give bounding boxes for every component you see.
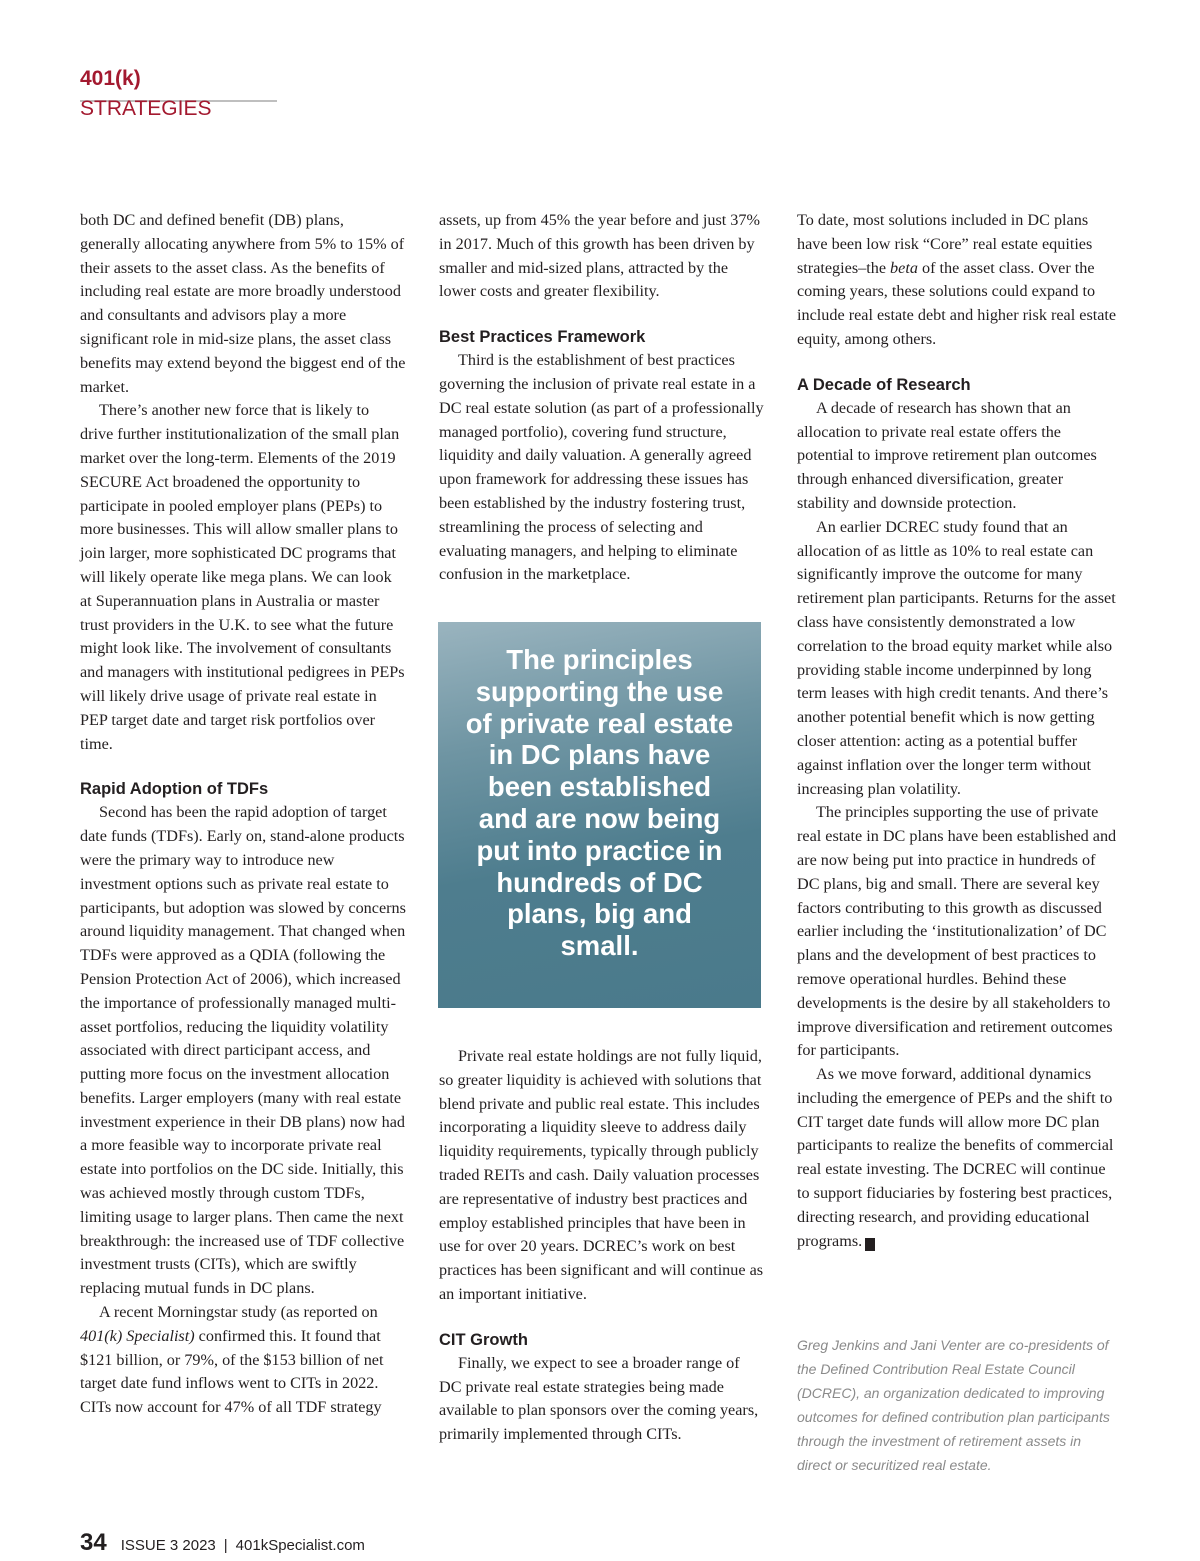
pull-quote-text: The principles supporting the use of private real estate in DC plans have been established and are now being put into practice in hundreds of DC plans, big and small.: [465, 644, 734, 962]
subheading-best-practices: Best Practices Framework: [439, 328, 646, 347]
subheading-rapid-adoption: Rapid Adoption of TDFs: [80, 780, 269, 799]
paragraph: As we move forward, additional dynamics including the emergence of PEPs and the shift to CIT target date funds will allow more DC plan participants to realize the benefits of commercial real estate investing. The DCREC will continue to support fiduciaries by fostering best practices, directing research, and providing educational programs. K: [797, 1065, 1114, 1250]
website-link: 401kSpecialist.com: [235, 1537, 365, 1554]
section-header: [80, 64, 277, 120]
paragraph: To date, most solutions included in DC plans have been low risk “Core” real estate equities strategies–the beta of the asset class. Over the coming years, these solutions could expand to include real estate debt and higher risk real estate equity, among others.: [797, 211, 1117, 348]
section-header-bold: 401(k): [80, 67, 141, 90]
author-bio: Greg Jenkins and Jani Venter are co-presidents of the Defined Contribution Real Estate Council (DCREC), an organization dedicated to improving outcomes for defined contribution plan participants through the investment of retirement assets in direct or securitized real estate.: [797, 1337, 1110, 1473]
paragraph: Finally, we expect to see a broader range of DC private real estate strategies being made available to plan sponsors over the coming years, primarily implemented through CITs.: [439, 1353, 759, 1444]
page-number: 34: [80, 1529, 107, 1556]
paragraph: The principles supporting the use of private real estate in DC plans have been established and are now being put into practice in hundreds of DC plans, big and small. There are several key factors contributing to this growth as discussed earlier including the ‘institutionalization’ of DC plans and the development of best practices to remove operational hurdles. Behind these developments is the desire by all stakeholders to improve diversification and retirement outcomes for participants.: [797, 803, 1117, 1060]
paragraph: Third is the establishment of best practices governing the inclusion of private real estate in a DC real estate solution (as part of a professionally managed portfolio), covering fund structure, liquidity and daily valuation. A generally agreed upon framework for addressing these issues has been established by the industry fostering trust, streamlining the process of selecting and evaluating managers, and helping to eliminate confusion in the marketplace.: [439, 351, 764, 584]
paragraph: A decade of research has shown that an allocation to private real estate offers the potential to improve retirement plan outcomes through enhanced diversification, greater stability and downside protection.: [797, 398, 1097, 512]
column-1: [80, 209, 406, 1420]
section-header-label: STRATEGIES: [80, 97, 212, 120]
emphasis-beta: beta: [890, 258, 918, 277]
publication-name: 401(k) Specialist): [80, 1326, 195, 1345]
footer-separator: |: [223, 1537, 228, 1554]
pull-quote: [438, 622, 761, 1008]
paragraph: Private real estate holdings are not fully liquid, so greater liquidity is achieved with solutions that blend private and public real estate. This includes incorporating a liquidity sleeve to address daily liquidity requirements, typically through publicly traded REITs and cash. Daily valuation processes are representative of industry best practices and employ established principles that have been in use for over 20 years. DCREC’s work on best practices has been significant and will continue as an important initiative.: [439, 1047, 764, 1303]
page-footer: [80, 1528, 365, 1558]
end-of-article-icon: K: [865, 1238, 875, 1251]
column-3: [797, 209, 1119, 1253]
paragraph: An earlier DCREC study found that an allocation of as little as 10% to real estate can significantly improve the outcome for many retirement plan participants. Returns for the asset class have consistently demonstrated a low correlation to the broad equity market while also providing stable income underpinned by long term leases with high credit tenants. And there’s another potential benefit which is now getting closer attention: acting as a potential buffer against inflation over the longer term without increasing plan volatility.: [797, 517, 1116, 798]
subheading-cit-growth: CIT Growth: [439, 1330, 528, 1349]
subheading-decade-research: A Decade of Research: [797, 375, 971, 394]
column-2-top: [439, 209, 765, 587]
paragraph: assets, up from 45% the year before and just 37% in 2017. Much of this growth has been driven by smaller and mid-sized plans, attracted by the lower costs and greater flexibility.: [439, 211, 760, 301]
paragraph: Second has been the rapid adoption of target date funds (TDFs). Early on, stand-alone products were the primary way to introduce new investment options such as private real estate to participants, but adoption was slowed by concerns around liquidity management. That changed when TDFs were approved as a QDIA (following the Pension Protection Act of 2006), which increased the importance of professionally managed multi-asset portfolios, reducing the liquidity volatility associated with direct participant access, and putting more focus on the investment allocation benefits. Larger employers (many with real estate investment experience in their DB plans) now had a more feasible way to incorporate private real estate into portfolios on the DC side. Initially, this was achieved mostly through custom TDFs, limiting usage to larger plans. Then came the next breakthrough: the increased use of TDF collective investment trusts (CITs), which are swiftly replacing mutual funds in DC plans.: [80, 803, 406, 1298]
paragraph: There’s another new force that is likely to drive further institutionalization of the small plan market over the long-term. Elements of the 2019 SECURE Act broadened the opportunity to participate in pooled employer plans (PEPs) to more businesses. This will allow smaller plans to join larger, more sophisticated DC programs that will likely operate like mega plans. We can look at Superannuation plans in Australia or master trust providers in the U.K. to see what the future might look like. The involvement of consultants and managers with institutional pedigrees in PEPs will likely drive usage of private real estate in PEP target date and target risk portfolios over time.: [80, 401, 405, 753]
column-2-bottom: [439, 1045, 765, 1447]
issue-label: ISSUE 3 2023: [120, 1537, 216, 1554]
paragraph-morningstar: A recent Morningstar study (as reported on 401(k) Specialist) confirmed this. It found that $121 billion, or 79%, of the $153 billion of net target date fund inflows went to CITs in 2022. CITs now account for 47% of all TDF strategy: [80, 1303, 384, 1417]
paragraph: both DC and defined benefit (DB) plans, generally allocating anywhere from 5% to 15% of their assets to the asset class. As the benefits of including real estate are more broadly understood and consultants and advisors play a more significant role in mid-size plans, the asset class benefits may extend beyond the biggest end of the market.: [80, 211, 406, 396]
